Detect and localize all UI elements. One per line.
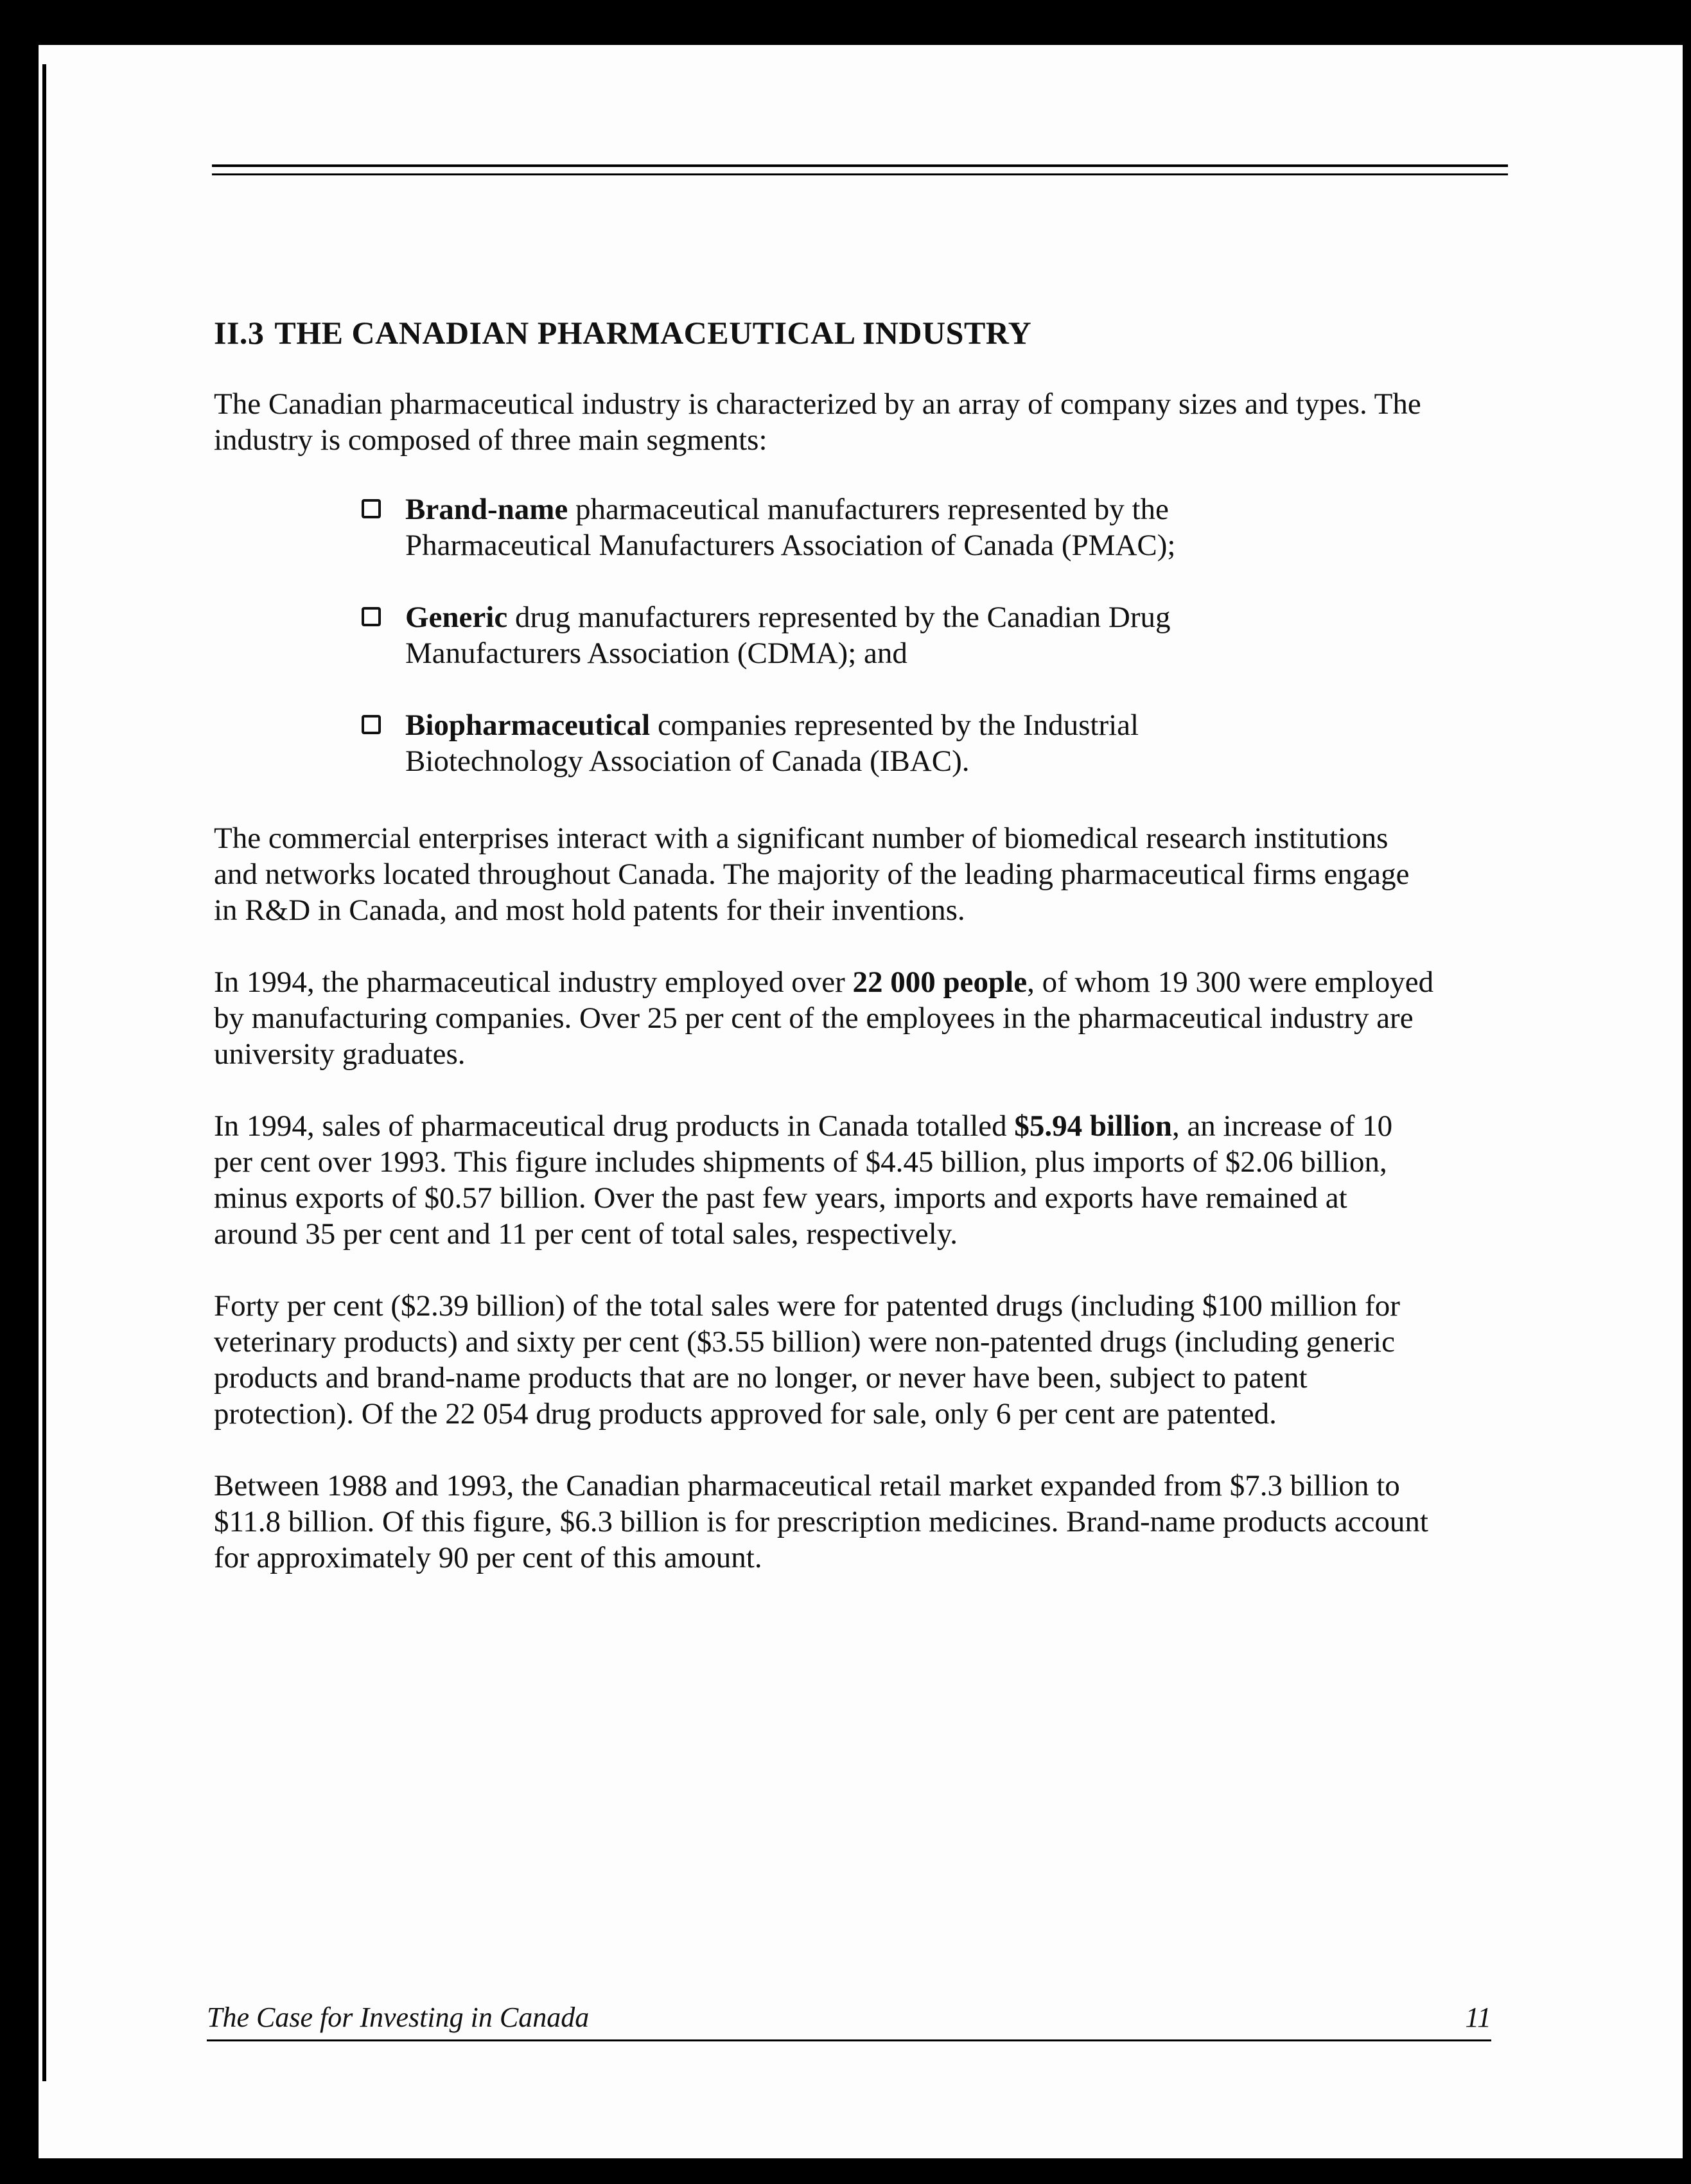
research-paragraph: The commercial enterprises interact with a significant number of biomedical research institutions and networks located throughout Canada. The majority of the leading pharmaceutical firms engage in R&D in Canada, and most hold patents for their inventions. xyxy=(214,822,1410,927)
segment-description: drug manufacturers represented by the Canadian Drug Manufacturers Association (CDMA); and xyxy=(405,601,1171,670)
list-item xyxy=(362,491,1261,563)
page-number: 11 xyxy=(1465,2002,1491,2033)
employment-figure: 22 000 people xyxy=(852,965,1028,999)
sales-paragraph xyxy=(214,1108,1434,1252)
retail-paragraph: Between 1988 and 1993, the Canadian pharmaceutical retail market expanded from $7.3 billion to $11.8 billion. Of this figure, $6.3 billion is for prescription medicines. Brand-name products account for approximately 90 per cent of this amount. xyxy=(214,1469,1428,1574)
scan-edge-mark xyxy=(42,64,46,2081)
segment-name: Generic xyxy=(405,601,508,634)
footer-rule xyxy=(207,2039,1491,2041)
checkbox-icon xyxy=(362,715,381,734)
segment-description: pharmaceutical manufacturers represented by the Pharmaceutical Manufacturers Association of Canada (PMAC); xyxy=(405,493,1176,562)
section-heading xyxy=(214,315,1434,351)
segment-list xyxy=(362,491,1261,779)
employment-text-start: In 1994, the pharmaceutical industry employed over xyxy=(214,965,853,999)
sales-text-start: In 1994, sales of pharmaceutical drug products in Canada totalled xyxy=(214,1109,1015,1143)
segment-description: companies represented by the Industrial Biotechnology Association of Canada (IBAC). xyxy=(405,709,1139,778)
checkbox-icon xyxy=(362,499,381,518)
segment-name: Brand-name xyxy=(405,493,568,526)
main-content xyxy=(214,315,1434,1612)
checkbox-icon xyxy=(362,607,381,626)
employment-text-end: , of whom 19 300 were employed by manufacturing companies. Over 25 per cent of the employees in the pharmaceutical industry are university graduates. xyxy=(214,965,1434,1071)
section-title: THE CANADIAN PHARMACEUTICAL INDUSTRY xyxy=(274,315,1032,351)
intro-paragraph: The Canadian pharmaceutical industry is characterized by an array of company sizes and types. The industry is composed of three main segments: xyxy=(214,387,1421,457)
sales-text-end: , an increase of 10 per cent over 1993. This figure includes shipments of $4.45 billion, plus imports of $2.06 billion, minus exports of $0.57 billion. Over the past few years, imports and exports have remained at around 35 per cent and 11 per cent of total sales, respectively. xyxy=(214,1109,1393,1251)
section-number: II.3 xyxy=(214,315,265,351)
patented-paragraph: Forty per cent ($2.39 billion) of the total sales were for patented drugs (including $100 million for veterinary products) and sixty per cent ($3.55 billion) were non-patented drugs (including generic products and brand-name products that are no longer, or never have been, subject to patent protection). Of the 22 054 drug products approved for sale, only 6 per cent are patented. xyxy=(214,1289,1400,1431)
sales-figure: $5.94 billion xyxy=(1014,1109,1172,1143)
segment-name: Biopharmaceutical xyxy=(405,709,651,742)
footer-title: The Case for Investing in Canada xyxy=(207,2002,590,2033)
employment-paragraph xyxy=(214,964,1434,1072)
header-rule-top xyxy=(212,164,1508,167)
list-item xyxy=(362,707,1261,779)
header-rule-bottom xyxy=(212,173,1508,175)
list-item xyxy=(362,599,1261,671)
